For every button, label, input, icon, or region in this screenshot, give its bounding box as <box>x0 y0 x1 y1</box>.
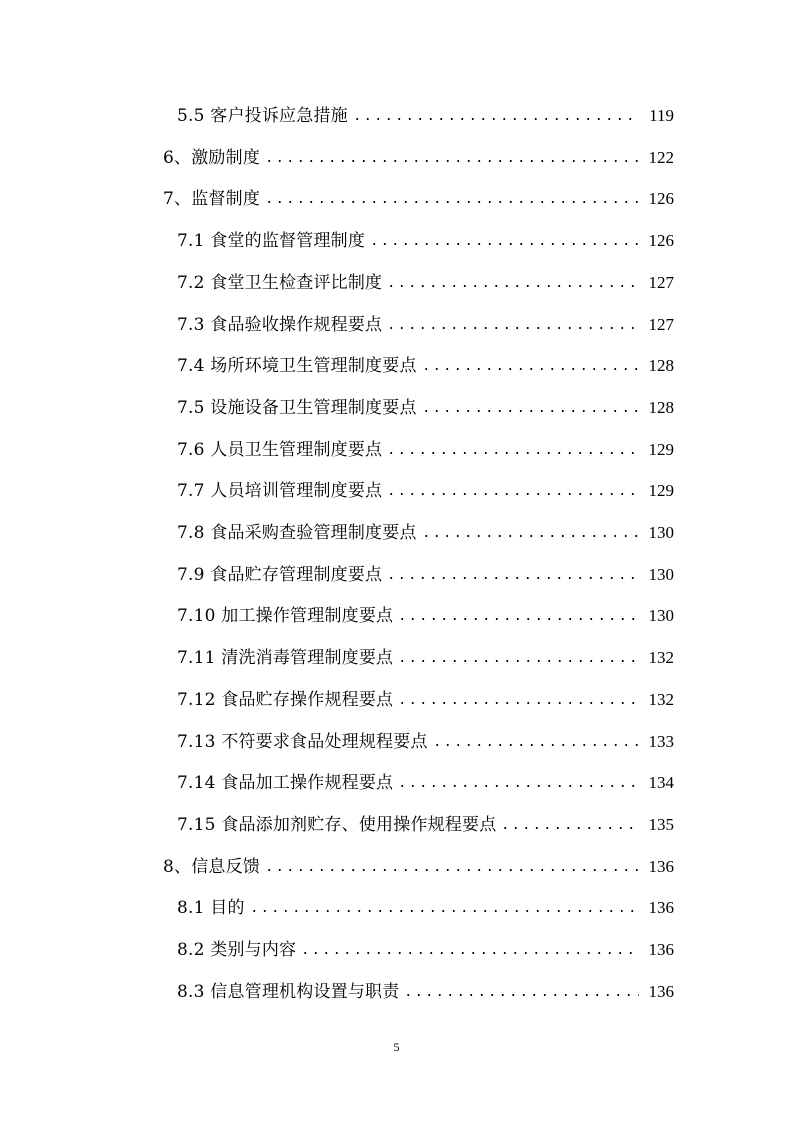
toc-dot-leader <box>421 368 639 370</box>
toc-dot-leader <box>264 869 639 871</box>
toc-entry-title: 7.1 食堂的监督管理制度 <box>177 231 366 252</box>
toc-page-number: 129 <box>648 481 674 501</box>
toc-dot-leader <box>264 160 639 162</box>
toc-entry-title: 5.5 客户投诉应急措施 <box>177 106 348 126</box>
toc-entry-title: 7.13 不符要求食品处理规程要点 <box>177 731 428 752</box>
toc-page-number: 132 <box>648 689 674 709</box>
toc-entry[interactable] <box>0 763 793 803</box>
toc-entry-title: 7.7 人员培训管理制度要点 <box>177 481 383 502</box>
toc-entry-title: 7.6 人员卫生管理制度要点 <box>177 439 383 460</box>
toc-dot-leader <box>352 118 639 120</box>
toc-entry[interactable] <box>0 96 793 136</box>
toc-dot-leader <box>421 410 639 412</box>
toc-entry[interactable] <box>0 513 793 553</box>
toc-page-number: 135 <box>648 814 674 834</box>
toc-entry[interactable] <box>0 972 793 1012</box>
toc-entry[interactable] <box>0 430 793 470</box>
toc-dot-leader <box>300 952 639 954</box>
toc-dot-leader <box>386 493 639 495</box>
toc-dot-leader <box>369 243 639 245</box>
toc-entry-title: 7.2 食堂卫生检查评比制度 <box>177 272 383 293</box>
toc-entry[interactable] <box>0 263 793 303</box>
toc-entry[interactable] <box>0 555 793 595</box>
toc-entry[interactable] <box>0 596 793 636</box>
toc-dot-leader <box>386 285 639 287</box>
toc-page-number: 133 <box>648 731 674 751</box>
toc-entry[interactable] <box>0 930 793 970</box>
toc-dot-leader <box>432 744 639 746</box>
toc-page-number: 122 <box>648 147 674 167</box>
toc-entry-title: 8.2 类别与内容 <box>177 940 297 960</box>
toc-dot-leader <box>386 452 639 454</box>
toc-dot-leader <box>386 577 639 579</box>
toc-dot-leader <box>386 327 639 329</box>
toc-entry-title: 7.8 食品采购查验管理制度要点 <box>177 523 417 543</box>
toc-page-number: 136 <box>648 856 674 876</box>
toc-entry[interactable] <box>0 638 793 678</box>
toc-dot-leader <box>500 827 639 829</box>
toc-entry-title: 7.4 场所环境卫生管理制度要点 <box>177 356 417 377</box>
toc-entry-title: 7.12 食品贮存操作规程要点 <box>177 689 394 710</box>
toc-entry[interactable] <box>0 388 793 428</box>
toc-entry[interactable] <box>0 680 793 720</box>
toc-entry-title: 7.9 食品贮存管理制度要点 <box>177 564 383 585</box>
toc-entry[interactable] <box>0 888 793 928</box>
toc-entry-title: 7.11 清洗消毒管理制度要点 <box>177 648 394 669</box>
toc-entry-title: 7.5 设施设备卫生管理制度要点 <box>177 397 417 418</box>
toc-dot-leader <box>397 660 639 662</box>
toc-dot-leader <box>403 994 639 996</box>
toc-entry-title: 8、信息反馈 <box>163 856 261 877</box>
toc-page-number: 130 <box>648 523 674 542</box>
toc-entry-title: 7.10 加工操作管理制度要点 <box>177 606 394 627</box>
toc-page-number: 134 <box>648 773 674 793</box>
toc-entry[interactable] <box>0 722 793 762</box>
toc-entry-title: 6、激励制度 <box>163 147 261 168</box>
toc-page-number: 132 <box>648 648 674 668</box>
toc-dot-leader <box>397 785 639 787</box>
toc-page-number: 136 <box>648 898 674 918</box>
toc-page-number: 126 <box>648 189 674 209</box>
toc-entry-title: 8.3 信息管理机构设置与职责 <box>177 981 400 1002</box>
toc-dot-leader <box>264 201 639 203</box>
toc-page-number: 128 <box>648 356 674 376</box>
toc-entry[interactable] <box>0 138 793 178</box>
toc-page-number: 136 <box>648 981 674 1001</box>
toc-page-number: 130 <box>648 606 674 626</box>
toc-page-number: 129 <box>648 439 674 459</box>
toc-page-number: 126 <box>648 231 674 251</box>
footer-page-number: 5 <box>393 1040 400 1054</box>
toc-entry-title: 7、监督制度 <box>163 189 261 210</box>
toc-dot-leader <box>249 910 639 912</box>
toc-entry[interactable] <box>0 305 793 345</box>
toc-entry[interactable] <box>0 346 793 386</box>
toc-entry[interactable] <box>0 847 793 887</box>
toc-page-number: 127 <box>648 314 674 334</box>
toc-page-number: 127 <box>648 272 674 292</box>
toc-page-number: 136 <box>648 940 674 959</box>
toc-entry[interactable] <box>0 805 793 845</box>
toc-entry-title: 7.3 食品验收操作规程要点 <box>177 314 383 335</box>
toc-dot-leader <box>397 618 639 620</box>
toc-dot-leader <box>421 535 639 537</box>
toc-page-number: 128 <box>648 397 674 417</box>
toc-entry[interactable] <box>0 471 793 511</box>
toc-entry[interactable] <box>0 221 793 261</box>
toc-entry[interactable] <box>0 179 793 219</box>
toc-dot-leader <box>397 702 639 704</box>
toc-entry-title: 7.14 食品加工操作规程要点 <box>177 773 394 794</box>
toc-entry-title: 8.1 目的 <box>177 898 245 919</box>
toc-page-number: 130 <box>648 564 674 584</box>
toc-page-number: 119 <box>649 106 674 125</box>
toc-entry-title: 7.15 食品添加剂贮存、使用操作规程要点 <box>177 814 497 835</box>
